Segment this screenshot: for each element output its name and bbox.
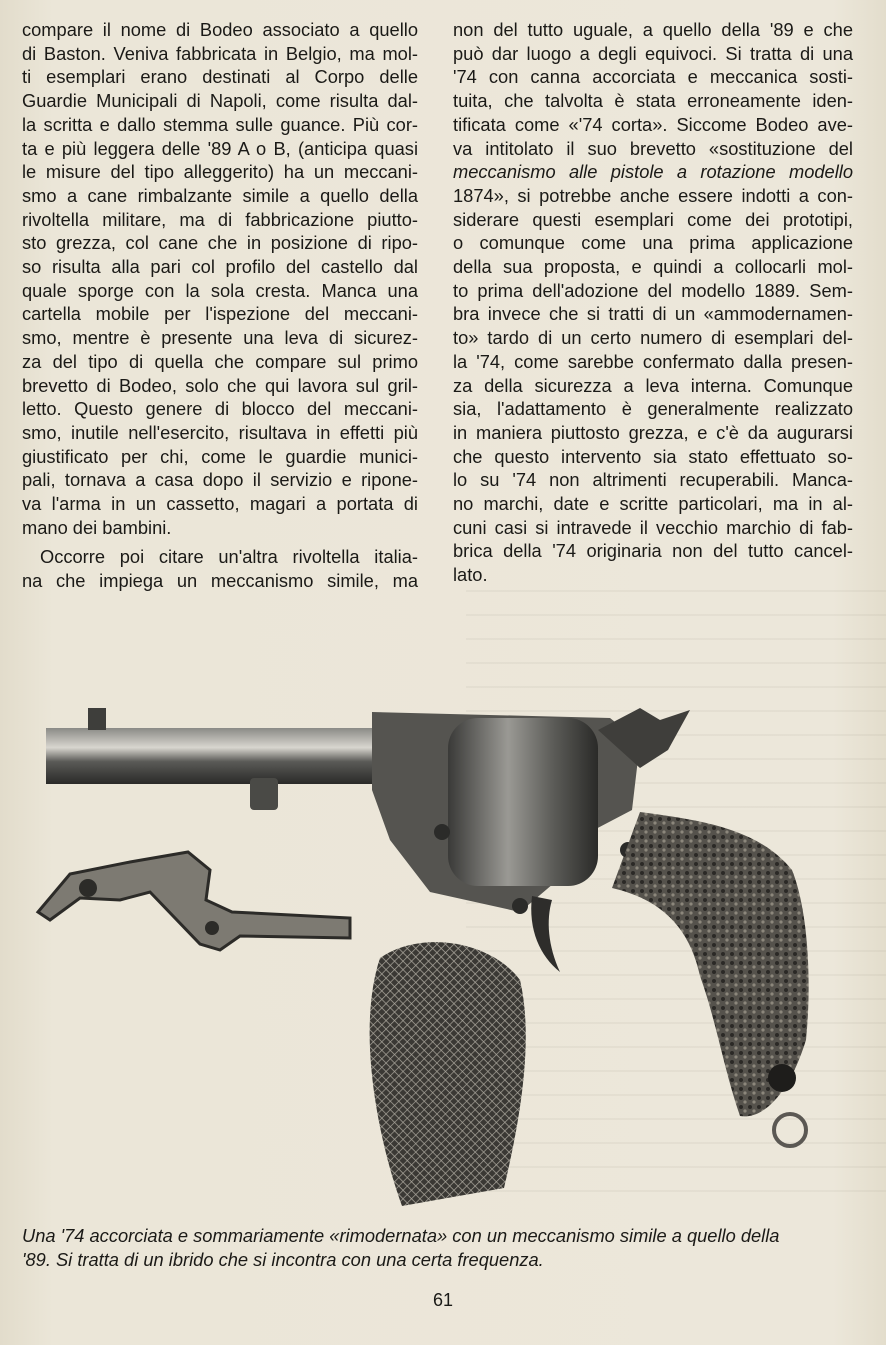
text-line: to» tardo di un certo numero di esemplari del-: [453, 327, 853, 349]
text-line: pali, tornava a casa dopo il servizio e ripone-: [22, 469, 418, 491]
text-line: lo su '74 non altrimenti recuperabili. Manca-: [453, 469, 853, 491]
text-line: la '74, come sarebbe confermato dalla presen-: [453, 350, 853, 372]
text-line: cartella mobile per l'ispezione del meccani-: [22, 303, 418, 325]
text-line: la scritta e dallo stemma sulle guance. Più cor-: [22, 113, 418, 135]
paragraph: [453, 18, 853, 587]
text-line: so risulta alla pari col profilo del castello dal: [22, 256, 418, 278]
text-line: in maniera piuttosto grezza, e c'è da augurarsi: [453, 421, 853, 443]
text-line: va l'arma in un cassetto, magari a portata di: [22, 493, 418, 515]
text-line: mano dei bambini.: [22, 516, 172, 538]
text-line: za della sicurezza a leva interna. Comunque: [453, 374, 853, 396]
text-line: to prima dell'adozione del modello 1889. Sem-: [453, 279, 853, 301]
caption-line: '89. Si tratta di un ibrido che si incontra con una certa frequenza.: [22, 1249, 544, 1270]
text-line: '74 con canna accorciata e meccanica sosti-: [453, 66, 853, 88]
text-line: smo, mentre è presente una leva di sicurez-: [22, 327, 418, 349]
text-line: no marchi, date e scritte particolari, ma in al-: [453, 493, 853, 515]
text-line: Occorre poi citare un'altra rivoltella italia-: [40, 546, 418, 568]
text-line: le misure del tipo alleggerito) ha un meccani-: [22, 161, 418, 183]
text-line: rivoltella militare, ma di fabbricazione piutto-: [22, 208, 418, 230]
text-line: può dar luogo a degli equivoci. Si tratta di una: [453, 42, 853, 64]
text-line: bra invece che si tratti di un «ammodernamen-: [453, 303, 853, 325]
text-line: meccanismo alle pistole a rotazione modello: [453, 161, 853, 183]
text-line: lato.: [453, 564, 488, 586]
text-line: o comunque come una prima applicazione: [453, 232, 853, 254]
cylinder: [448, 718, 598, 886]
side-plate: [38, 852, 350, 950]
paragraph: [22, 545, 418, 592]
text-line: sto grezza, col cane che in posizione di ripo-: [22, 232, 418, 254]
text-line: quale sporge con la sola cresta. Manca una: [22, 279, 418, 301]
text-line: giustificato per chi, come le guardie munici-: [22, 445, 418, 467]
text-line: na che impiega un meccanismo simile, ma: [22, 570, 418, 592]
page-number: 61: [432, 1290, 454, 1310]
trigger: [531, 896, 560, 972]
right-text-column: [453, 18, 853, 587]
text-line: tificata come «'74 corta». Siccome Bodeo ave-: [453, 113, 853, 135]
caption-line: Una '74 accorciata e sommariamente «rimodernata» con un meccanismo simile a quello della: [22, 1225, 780, 1246]
text-line: letto. Questo genere di blocco del meccani-: [22, 398, 418, 420]
text-line: brevetto di Bodeo, solo che qui lavora sul gril-: [22, 374, 418, 396]
grip-panel: [370, 942, 526, 1206]
text-line: smo a cane rimbalzante simile a quello della: [22, 184, 418, 206]
text-line: cuni casi si intravede il vecchio marchio di fab-: [453, 516, 853, 538]
text-line: siderare questi esemplari come dei prototipi,: [453, 208, 853, 230]
text-line: ta e più leggera delle '89 A o B, (anticipa quasi: [22, 137, 418, 159]
text-line: sia, l'adattamento è generalmente realizzato: [453, 398, 853, 420]
text-line: compare il nome di Bodeo associato a quello: [22, 19, 418, 40]
text-line: non del tutto uguale, a quello della '89 e che: [453, 19, 853, 40]
figure-caption: [22, 1224, 854, 1272]
text-line: za del tipo di quella che compare sul primo: [22, 350, 418, 372]
text-line: della sua proposta, e quindi a collocarli mol-: [453, 256, 853, 278]
revolver-photograph: [0, 600, 886, 1220]
text-line: Guardie Municipali di Napoli, come risulta dal-: [22, 90, 418, 112]
text-line: che questo intervento sia stato effettuato so-: [453, 445, 853, 467]
paragraph: [22, 18, 418, 539]
lanyard-ring: [768, 1064, 796, 1092]
text-line: di Baston. Veniva fabbricata in Belgio, ma mol-: [22, 42, 418, 64]
text-line: tuita, che talvolta è stata erroneamente iden-: [453, 90, 853, 112]
left-text-column: [22, 18, 418, 593]
text-line: va intitolato il suo brevetto «sostituzione del: [453, 137, 853, 159]
text-line: brica della '74 originaria non del tutto cancel-: [453, 540, 853, 562]
text-line: 1874», si potrebbe anche essere indotti a con-: [453, 184, 853, 206]
barrel: [46, 708, 391, 810]
text-line: smo, inutile nell'esercito, risultava in effetti più: [22, 421, 418, 443]
text-line: ti esemplari erano destinati al Corpo delle: [22, 66, 418, 88]
